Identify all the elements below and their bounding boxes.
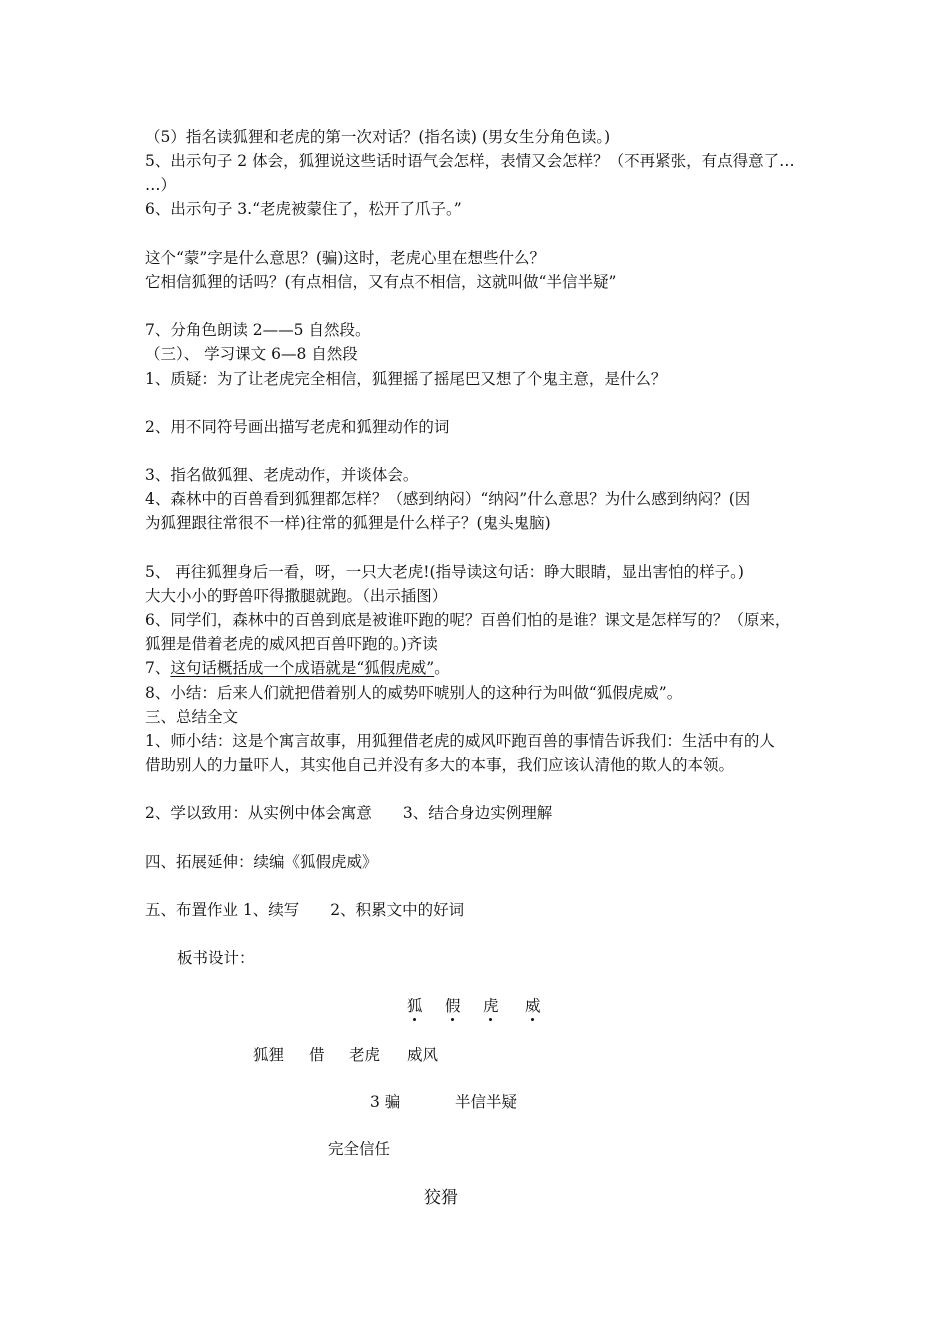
text-line: 1、师小结：这是个寓言故事，用狐狸借老虎的威风吓跑百兽的事情告诉我们：生活中有的人 — [145, 732, 775, 750]
board-title-char: 假 — [445, 994, 461, 1018]
board-item: 老虎 — [349, 1046, 381, 1064]
board-item: 半信半疑 — [455, 1093, 518, 1111]
text-line: 5、 再往狐狸身后一看，呀，一只大老虎!(指导读这句话：睁大眼睛，显出害怕的样子。) — [145, 563, 744, 581]
board-title-char: 威 — [525, 994, 541, 1018]
section-heading: 三、总结全文 — [145, 708, 239, 726]
underlined-text: 这句话概括成一个成语就是“狐假虎威” — [170, 659, 435, 677]
text-line: 大大小小的野兽吓得撒腿就跑。（出示插图） — [145, 587, 448, 605]
text-line — [145, 656, 825, 680]
board-title-char: 虎 — [483, 994, 499, 1018]
text-line: （5）指名读狐狸和老虎的第一次对话？(指名读) (男女生分角色读。) — [145, 128, 611, 146]
text-line: 4、森林中的百兽看到狐狸都怎样？（感到纳闷）“纳闷”什么意思？为什么感到纳闷？(因 — [145, 490, 751, 508]
text-suffix: 。 — [434, 659, 450, 677]
section-heading: 五、布置作业 1、续写 2、积累文中的好词 — [145, 901, 465, 919]
text-line: 7、分角色朗读 2——5 自然段。 — [145, 321, 371, 339]
text-line: 这个“蒙”字是什么意思？(骗)这时，老虎心里在想些什么？ — [145, 249, 545, 267]
board-item: 狐狸 — [253, 1046, 285, 1064]
board-item: 狡猾 — [424, 1188, 458, 1208]
text-prefix: 7、 — [145, 659, 171, 677]
section-heading: （三）、 学习课文 6—8 自然段 — [145, 345, 358, 363]
board-title-char: 狐 — [407, 994, 423, 1018]
board-item: 威风 — [407, 1046, 439, 1064]
text-line: …） — [145, 176, 177, 194]
board-item: 完全信任 — [328, 1140, 391, 1158]
board-heading: 板书设计： — [177, 949, 255, 967]
text-line: 8、小结：后来人们就把借着别人的威势吓唬别人的这种行为叫做“狐假虎威”。 — [145, 684, 683, 702]
text-line: 2、用不同符号画出描写老虎和狐狸动作的词 — [145, 418, 450, 436]
text-line: 6、同学们，森林中的百兽到底是被谁吓跑的呢？百兽们怕的是谁？课文是怎样写的？（原来， — [145, 611, 791, 629]
text-line: 6、出示句子 3.“老虎被蒙住了，松开了爪子。” — [145, 200, 462, 218]
text-line: 它相信狐狸的话吗？(有点相信，又有点不相信，这就叫做“半信半疑” — [145, 273, 617, 291]
board-item: 3 骗 — [370, 1093, 401, 1111]
text-line: 借助别人的力量吓人，其实他自己并没有多大的本事，我们应该认清他的欺人的本领。 — [145, 756, 735, 774]
text-line: 3、指名做狐狸、老虎动作，并谈体会。 — [145, 466, 419, 484]
text-line: 5、出示句子 2 体会，狐狸说这些话时语气会怎样，表情又会怎样？（不再紧张，有点得意了… — [145, 152, 795, 170]
board-item: 借 — [309, 1046, 325, 1064]
text-line: 1、质疑：为了让老虎完全相信，狐狸摇了摇尾巴又想了个鬼主意，是什么？ — [145, 370, 667, 388]
text-line: 狐狸是借着老虎的威风把百兽吓跑的。)齐读 — [145, 635, 438, 653]
section-heading: 四、拓展延伸：续编《狐假虎威》 — [145, 853, 378, 871]
text-line: 为狐狸跟往常很不一样)往常的狐狸是什么样子？(鬼头鬼脑) — [145, 514, 551, 532]
text-line: 2、学以致用：从实例中体会寓意 3、结合身边实例理解 — [145, 804, 553, 822]
